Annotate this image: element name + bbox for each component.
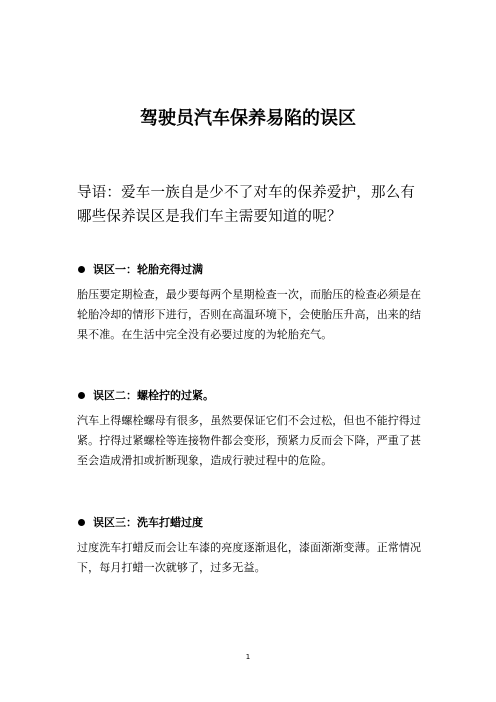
section-1 [77, 263, 427, 345]
bullet-icon [78, 519, 85, 526]
section-body: 过度洗车打蜡反而会让车漆的亮度逐渐退化，漆面渐渐变薄。正常情况下，每月打蜡一次就够了，过多无益。 [77, 541, 422, 574]
section-heading-text: 误区一：轮胎充得过满 [93, 263, 203, 276]
section-3 [77, 516, 427, 578]
section-body: 胎压要定期检查，最少要每两个星期检查一次，而胎压的检查必须是在轮胎冷却的情形下进行，否则在高温环境下，会使胎压升高，出来的结果不准。在生活中完全没有必要过度的为轮胎充气。 [77, 288, 422, 341]
bullet-icon [78, 392, 85, 399]
section-heading [77, 516, 427, 530]
page-number: 1 [245, 653, 251, 661]
section-2 [77, 389, 427, 471]
document-title: 驾驶员汽车保养易陷的误区 [140, 108, 356, 129]
section-body: 汽车上得螺栓螺母有很多，虽然要保证它们不会过松，但也不能拧得过紧。拧得过紧螺栓等连接物件都会变形，预紧力反而会下降，严重了甚至会造成滑扣或折断现象，造成行驶过程中的危险。 [77, 414, 422, 467]
section-heading-text: 误区二：螺栓拧的过紧。 [93, 389, 214, 402]
section-heading [77, 263, 427, 277]
section-heading [77, 389, 427, 403]
section-heading-text: 误区三：洗车打蜡过度 [93, 516, 203, 529]
bullet-icon [78, 266, 85, 273]
intro-paragraph: 导语：爱车一族自是少不了对车的保养爱护，那么有哪些保养误区是我们车主需要知道的呢？ [77, 185, 416, 225]
